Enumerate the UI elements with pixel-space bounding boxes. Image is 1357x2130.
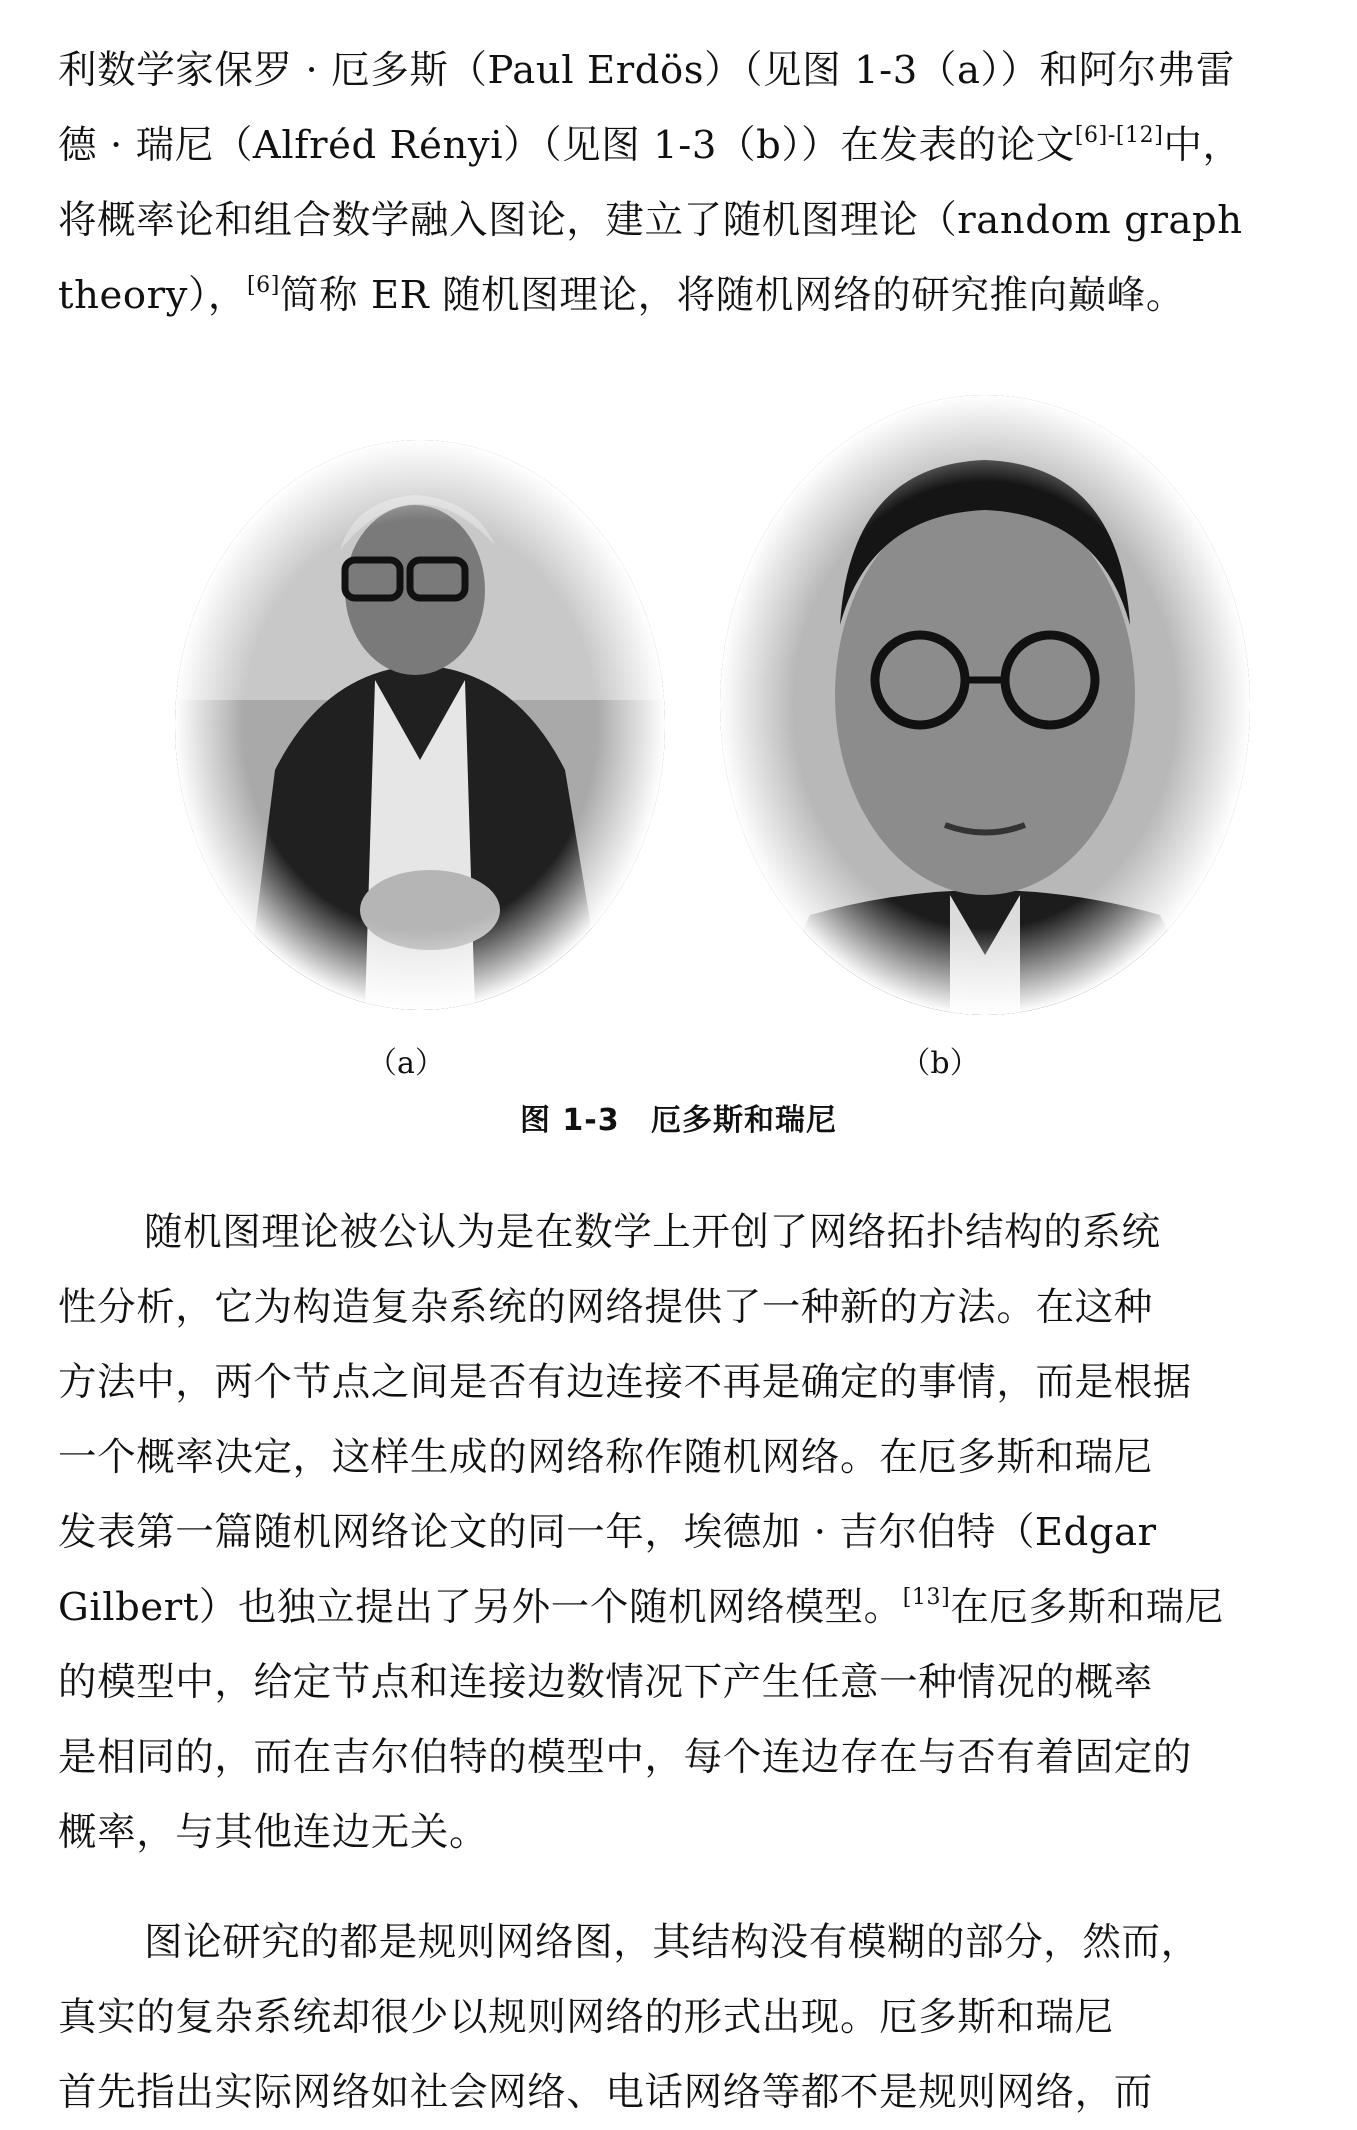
text-line: 真实的复杂系统却很少以规则网络的形式出现。厄多斯和瑞尼 — [58, 1995, 1114, 2040]
text-line: 利数学家保罗 · 厄多斯（Paul Erdös）（见图 1-3（a））和阿尔弗雷 — [58, 48, 1235, 93]
photo-erdos — [175, 440, 665, 1010]
text-line: 性分析，它为构造复杂系统的网络提供了一种新的方法。在这种 — [58, 1285, 1153, 1330]
renyi-portrait — [720, 395, 1250, 1015]
text-line: theory），[6]简称 ER 随机图理论，将随机网络的研究推向巅峰。 — [58, 273, 1185, 318]
text-line: 德 · 瑞尼（Alfréd Rényi）（见图 1-3（b））在发表的论文[6]-[12]中， — [58, 123, 1242, 168]
photo-renyi — [720, 395, 1250, 1015]
text-line: 是相同的，而在吉尔伯特的模型中，每个连边存在与否有着固定的 — [58, 1735, 1192, 1780]
figure-title: 厄多斯和瑞尼 — [651, 1103, 838, 1138]
text-line: 图论研究的都是规则网络图，其结构没有模糊的部分，然而， — [144, 1920, 1200, 1965]
text-line: 首先指出实际网络如社会网络、电话网络等都不是规则网络，而 — [58, 2070, 1153, 2115]
text-line: 随机图理论被公认为是在数学上开创了网络拓扑结构的系统 — [144, 1210, 1161, 1255]
subfigure-label-b: （b） — [900, 1046, 980, 1081]
citation-ref: [13] — [902, 1585, 951, 1610]
text-line: 方法中，两个节点之间是否有边连接不再是确定的事情，而是根据 — [58, 1360, 1192, 1405]
text-line: 的模型中，给定节点和连接边数情况下产生任意一种情况的概率 — [58, 1660, 1153, 1705]
text-line: 将概率论和组合数学融入图论，建立了随机图理论（random graph — [58, 198, 1243, 243]
figure-number: 图 1-3 — [519, 1103, 620, 1138]
body-paragraph — [58, 1195, 1300, 1870]
text-line: Gilbert）也独立提出了另外一个随机网络模型。[13]在厄多斯和瑞尼 — [58, 1585, 1224, 1630]
subfigure-label-a: （a） — [367, 1046, 445, 1081]
citation-ref: [6] — [246, 273, 280, 298]
body-paragraph — [58, 1905, 1300, 2130]
erdos-portrait — [175, 440, 665, 1010]
text-line: 发表第一篇随机网络论文的同一年，埃德加 · 吉尔伯特（Edgar — [58, 1510, 1157, 1555]
intro-paragraph — [58, 33, 1300, 333]
figure-caption — [0, 1095, 1357, 1139]
text-line: 一个概率决定，这样生成的网络称作随机网络。在厄多斯和瑞尼 — [58, 1435, 1153, 1480]
citation-ref: [6]-[12] — [1074, 123, 1164, 148]
text-line: 概率，与其他连边无关。 — [58, 1810, 489, 1855]
